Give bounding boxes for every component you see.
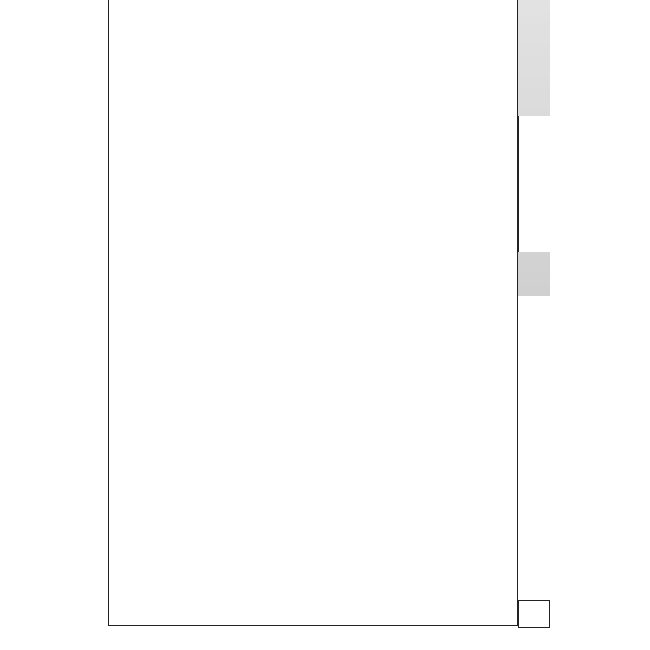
page-number <box>518 600 550 628</box>
spacer <box>122 0 512 16</box>
page-frame <box>108 0 518 626</box>
indexes-heading <box>122 44 512 57</box>
table-of-contents <box>122 0 512 57</box>
appendix-heading <box>122 16 512 29</box>
side-thumb-tab <box>518 0 550 650</box>
spacer <box>122 29 512 44</box>
section-title-vertical <box>521 118 547 248</box>
